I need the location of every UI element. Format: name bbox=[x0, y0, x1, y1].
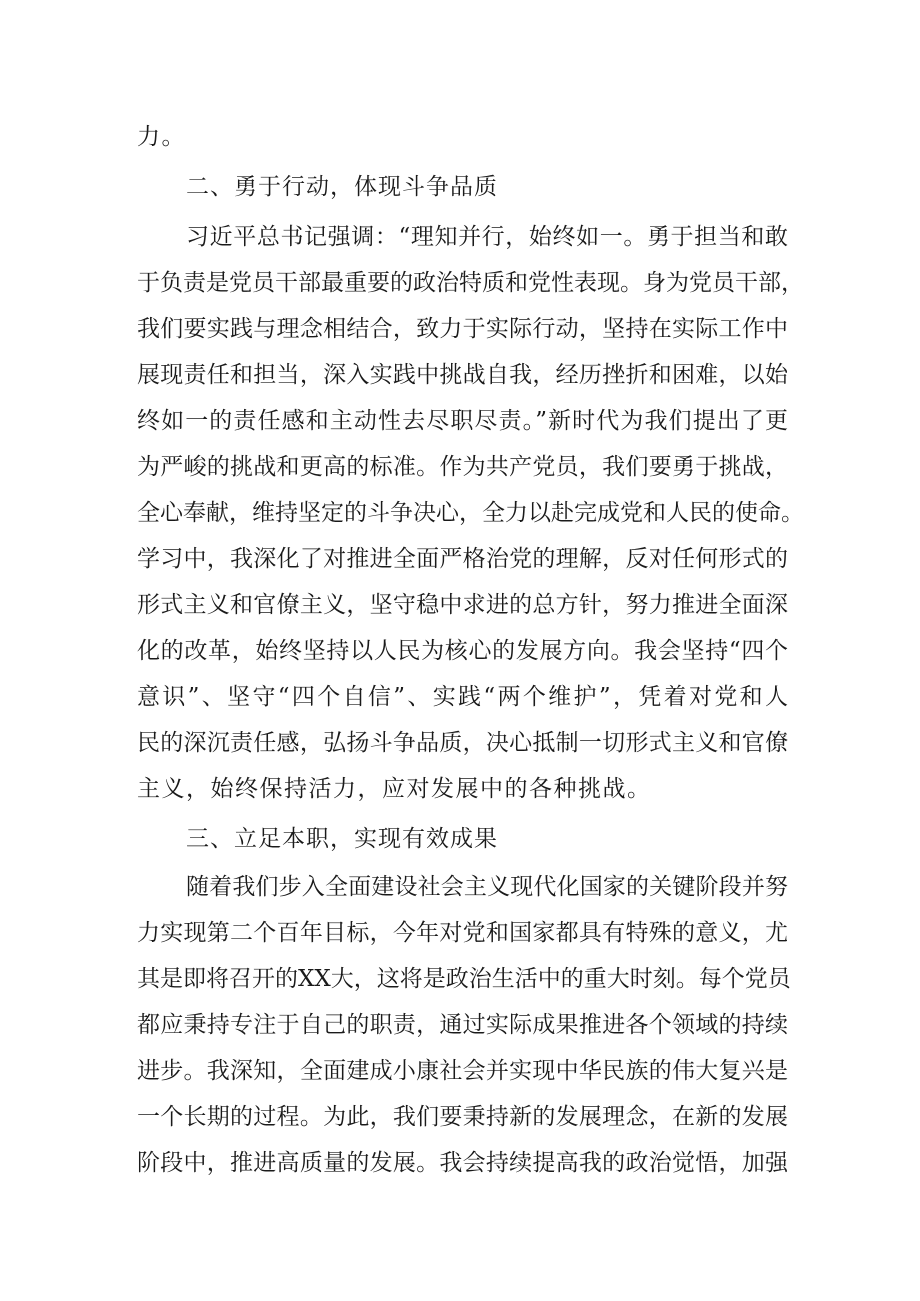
section-2-line: 全心奉献，维持坚定的斗争决心，全力以赴完成党和人民的使命。 bbox=[137, 500, 804, 526]
section-2-line: 主义，始终保持活力，应对发展中的各种挑战。 bbox=[137, 776, 652, 802]
section-2-heading: 二、勇于行动，体现斗争品质 bbox=[186, 174, 498, 200]
section-2-line: 学习中，我深化了对推进全面严格治党的理解，反对任何形式的 bbox=[137, 546, 788, 572]
section-2-line: 终如一的责任感和主动性去尽职尽责。”新时代为我们提出了更 bbox=[137, 408, 788, 434]
paragraph-tail: 力。 bbox=[137, 124, 186, 150]
section-2-line: 为严峻的挑战和更高的标准。作为共产党员，我们要勇于挑战， bbox=[137, 454, 788, 480]
section-2-line: 我们要实践与理念相结合，致力于实际行动，坚持在实际工作中 bbox=[137, 316, 788, 342]
section-2-line: 展现责任和担当，深入实践中挑战自我，经历挫折和困难，以始 bbox=[137, 362, 788, 388]
section-2-line: 民的深沉责任感，弘扬斗争品质，决心抵制一切形式主义和官僚 bbox=[137, 730, 788, 756]
section-3-line: 阶段中，推进高质量的发展。我会持续提高我的政治觉悟，加强 bbox=[137, 1150, 788, 1176]
section-2-line: 于负责是党员干部最重要的政治特质和党性表现。身为党员干部， bbox=[137, 270, 804, 296]
section-3-heading: 三、立足本职，实现有效成果 bbox=[186, 826, 498, 852]
section-3-line: 一个长期的过程。为此，我们要秉持新的发展理念，在新的发展 bbox=[137, 1104, 788, 1130]
section-2-line: 形式主义和官僚主义，坚守稳中求进的总方针，努力推进全面深 bbox=[137, 592, 788, 618]
section-2-line: 化的改革，始终坚持以人民为核心的发展方向。我会坚持“四个 bbox=[137, 638, 788, 664]
section-2-line: 习近平总书记强调：“理知并行，始终如一。勇于担当和敢 bbox=[186, 224, 788, 250]
section-2-line: 意识”、坚守“四个自信”、实践“两个维护”，凭着对党和人 bbox=[137, 684, 788, 710]
section-3-line: 力实现第二个百年目标，今年对党和国家都具有特殊的意义，尤 bbox=[137, 920, 788, 946]
section-3-line: 进步。我深知，全面建成小康社会并实现中华民族的伟大复兴是 bbox=[137, 1058, 788, 1084]
section-3-line: 随着我们步入全面建设社会主义现代化国家的关键阶段并努 bbox=[186, 874, 788, 900]
section-3-line: 都应秉持专注于自己的职责，通过实际成果推进各个领域的持续 bbox=[137, 1012, 788, 1038]
section-3-line: 其是即将召开的XX大，这将是政治生活中的重大时刻。每个党员 bbox=[137, 966, 791, 992]
